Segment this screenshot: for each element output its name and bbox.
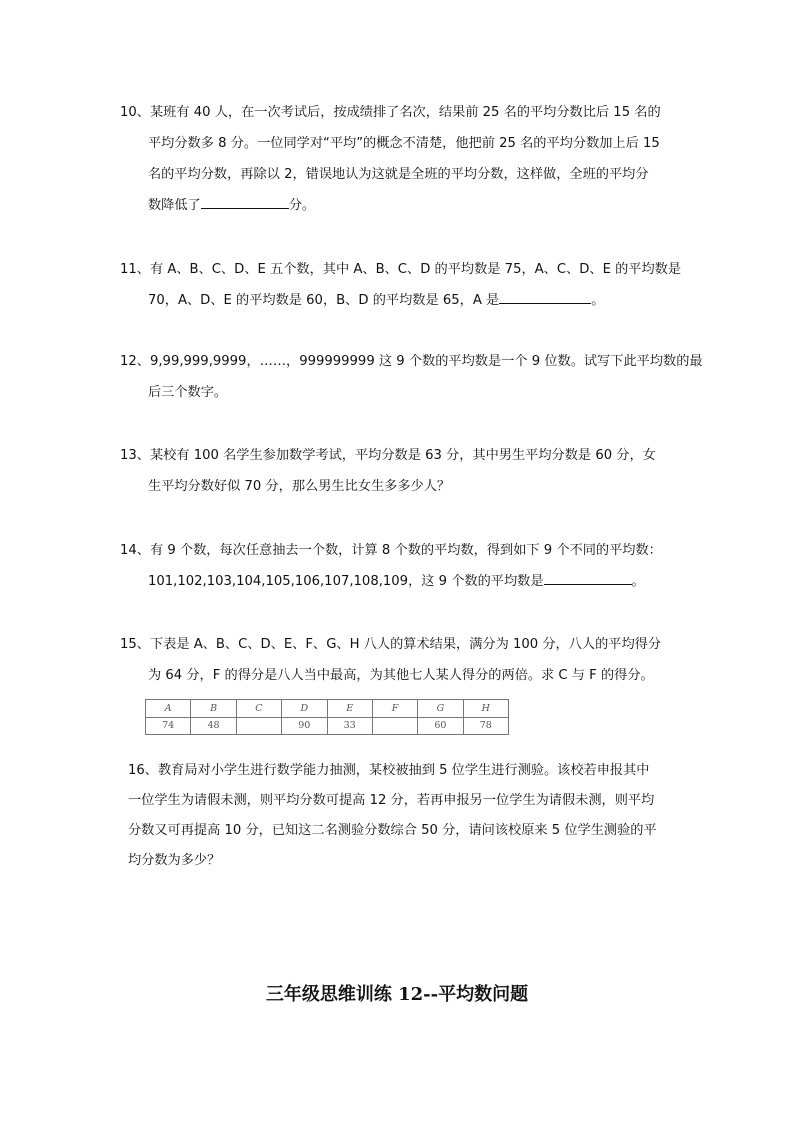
question-line: 14、有 9 个数，每次任意抽去一个数，计算 8 个数的平均数，得到如下 9 个不同的平均数： bbox=[120, 543, 662, 558]
question-16 bbox=[128, 756, 688, 876]
answer-blank bbox=[544, 570, 632, 585]
question-text: 70，A、D、E 的平均数是 60，B、D 的平均数是 65，A 是 bbox=[148, 293, 500, 308]
question-11 bbox=[120, 254, 680, 316]
question-line: 分数又可再提高 10 分，已知这二名测验分数综合 50 分，请问该校原来 5 位学生测验的平 bbox=[128, 823, 657, 838]
question-line: 为 64 分，F 的得分是八人当中最高，为其他七人某人得分的两倍。求 C 与 F 的得分。 bbox=[148, 668, 654, 683]
table-row bbox=[146, 717, 509, 735]
question-text: 数降低了 bbox=[148, 198, 201, 213]
table-header-cell: F bbox=[372, 700, 417, 718]
question-line: 10、某班有 40 人，在一次考试后，按成绩排了名次，结果前 25 名的平均分数比后 15 名的 bbox=[120, 105, 661, 120]
table-header-cell: C bbox=[236, 700, 281, 718]
table-header-cell: B bbox=[191, 700, 236, 718]
table-header-cell: A bbox=[146, 700, 191, 718]
question-line bbox=[120, 190, 680, 221]
section-title: 三年级思维训练 12--平均数问题 bbox=[265, 984, 529, 1005]
answer-blank bbox=[201, 194, 289, 209]
question-line: 12、9,99,999,9999，……，999999999 这 9 个数的平均数是一个 9 位数。试写下此平均数的最 bbox=[120, 354, 703, 369]
answer-blank bbox=[499, 289, 591, 304]
question-text: 。 bbox=[631, 574, 645, 589]
question-line: 16、教育局对小学生进行数学能力抽测，某校被抽到 5 位学生进行测验。该校若申报其中 bbox=[128, 763, 650, 778]
question-line: 平均分数多 8 分。一位同学对“平均”的概念不清楚，他把前 25 名的平均分数加上后 15 bbox=[148, 136, 660, 151]
question-line: 生平均分数好似 70 分，那么男生比女生多多少人？ bbox=[148, 479, 451, 494]
score-table bbox=[145, 699, 509, 735]
question-line bbox=[120, 285, 680, 316]
table-cell bbox=[236, 717, 281, 735]
question-line: 11、有 A、B、C、D、E 五个数，其中 A、B、C、D 的平均数是 75，A、C、D、E 的平均数是 bbox=[120, 262, 682, 277]
table-cell bbox=[372, 717, 417, 735]
question-text: 101,102,103,104,105,106,107,108,109，这 9 个数的平均数是 bbox=[148, 574, 544, 589]
question-text: 分。 bbox=[288, 198, 316, 213]
table-header-cell: D bbox=[282, 700, 327, 718]
question-line: 后三个数字。 bbox=[148, 385, 228, 400]
table-header-cell: H bbox=[463, 700, 508, 718]
question-14 bbox=[120, 535, 680, 597]
table-header-cell: E bbox=[327, 700, 372, 718]
question-line: 均分数为多少？ bbox=[128, 853, 221, 868]
table-cell: 74 bbox=[146, 717, 191, 735]
question-13 bbox=[120, 440, 680, 502]
question-line: 一位学生为请假未测，则平均分数可提高 12 分，若再申报另一位学生为请假未测，则平均 bbox=[128, 793, 655, 808]
question-line: 名的平均分数，再除以 2，错误地认为这就是全班的平均分数，这样做，全班的平均分 bbox=[148, 167, 649, 182]
question-10 bbox=[120, 97, 680, 221]
table-header-row bbox=[146, 700, 509, 718]
question-line bbox=[120, 566, 680, 597]
table-cell: 33 bbox=[327, 717, 372, 735]
table-cell: 78 bbox=[463, 717, 508, 735]
question-12 bbox=[120, 346, 703, 408]
question-line: 13、某校有 100 名学生参加数学考试，平均分数是 63 分，其中男生平均分数是 60 分，女 bbox=[120, 448, 656, 463]
question-15 bbox=[120, 629, 680, 691]
table-cell: 48 bbox=[191, 717, 236, 735]
question-line: 15、下表是 A、B、C、D、E、F、G、H 八人的算术结果，满分为 100 分，八人的平均得分 bbox=[120, 637, 662, 652]
table-cell: 60 bbox=[418, 717, 463, 735]
table-cell: 90 bbox=[282, 717, 327, 735]
question-text: 。 bbox=[591, 293, 605, 308]
table-header-cell: G bbox=[418, 700, 463, 718]
